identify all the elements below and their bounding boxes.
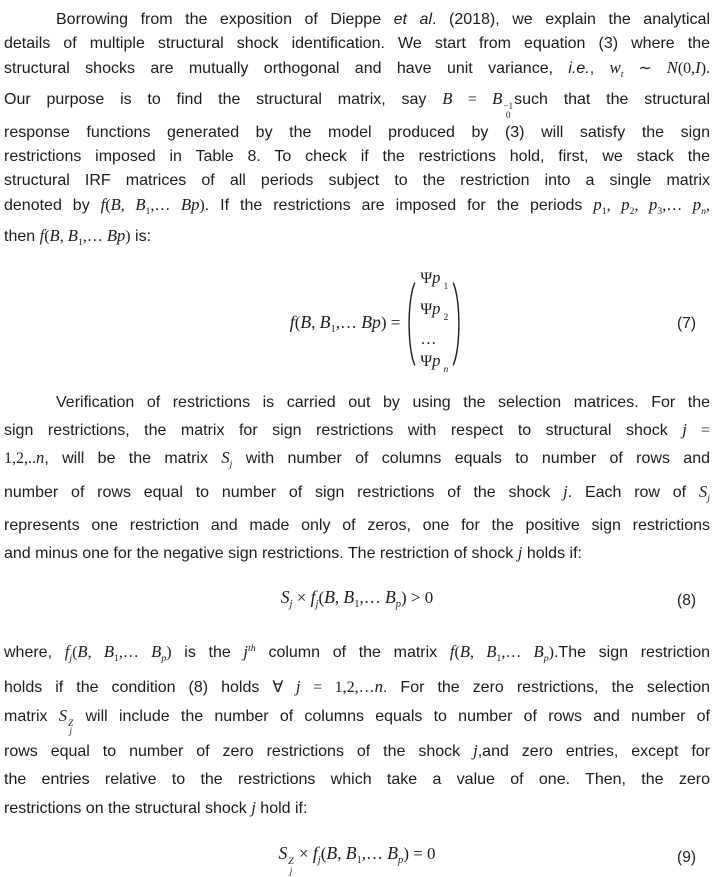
equation-9 (4, 839, 710, 876)
text-line (4, 56, 710, 87)
left-parenthesis-shape (404, 279, 417, 369)
text-run: is: (130, 227, 152, 245)
text-run: Ψ (420, 300, 433, 318)
text-run: , (311, 313, 320, 333)
text-run: N (666, 58, 678, 77)
text-run: number of rows equal to number of sign restrictions of the shock (4, 483, 564, 501)
text-run: , (634, 196, 649, 214)
text-run: B (492, 89, 503, 108)
text-run: f (39, 225, 45, 245)
text-run: ) > 0 (401, 587, 434, 607)
text-run: p (648, 194, 658, 214)
text-line (4, 389, 710, 416)
stacked-script: Z j (68, 718, 74, 738)
text-run: 2 (629, 205, 635, 217)
text-run: restrictions on the structural shock (4, 800, 252, 818)
text-run: j (682, 419, 687, 439)
text-run: sign restrictions, the matrix for sign restrictions with respect to structural shock (4, 421, 683, 439)
text-run: B (49, 225, 60, 245)
text-run: j (251, 798, 256, 818)
text-run: ,and zero entries, except for (477, 743, 711, 761)
text-run: … (420, 330, 437, 348)
text-run: . Each row of (567, 483, 699, 501)
text-run: j (315, 598, 319, 610)
text-run: .The sign restriction (553, 643, 711, 661)
text-run: 1 (145, 205, 151, 217)
text-run: where, (4, 643, 65, 661)
text-run: B (110, 194, 121, 214)
text-run: j (517, 542, 523, 562)
text-run: p (161, 652, 167, 664)
text-run: t (620, 69, 624, 80)
text-run: , (337, 844, 346, 864)
text-run: , (589, 60, 610, 77)
text-run: f (289, 312, 295, 333)
text-run: = 1,2,… (300, 678, 375, 696)
equation-8 (4, 583, 710, 619)
text-run: hold if: (255, 800, 308, 818)
text-run: p (432, 267, 441, 287)
matrix-column (417, 267, 451, 381)
text-run: ( (44, 227, 50, 245)
text-run: rows equal to number of zero restrictions of the shock (4, 743, 474, 761)
text-run: 1 (496, 652, 502, 664)
text-line (4, 673, 710, 702)
equation-8-expression (280, 586, 434, 610)
text-run: B (326, 843, 338, 864)
text-run: B (384, 586, 396, 607)
text-run: p (692, 194, 702, 214)
text-run: with number of columns equals to number of rows and (232, 449, 711, 467)
text-run: 1,2,.. (4, 449, 36, 467)
text-run: ) = 0 (403, 844, 436, 864)
text-run: f (64, 641, 70, 661)
text-run: j (243, 641, 249, 661)
text-run: (0, (677, 60, 696, 77)
text-run: Verification of restrictions is carried out by using the selection matrices. For the (56, 393, 710, 411)
paragraph-1 (4, 8, 710, 255)
text-run: n (374, 676, 383, 696)
text-line (4, 8, 710, 32)
text-run: B (459, 641, 470, 661)
text-run: , (469, 643, 487, 661)
text-run: S (58, 705, 68, 725)
text-line (4, 702, 710, 738)
text-run: ,… (361, 844, 388, 864)
text-run: S (280, 586, 290, 607)
text-run: 1 (330, 324, 336, 336)
text-run: , (334, 587, 344, 607)
paragraph-3 (4, 635, 710, 824)
text-run: is the (171, 643, 244, 661)
text-line (4, 145, 710, 169)
text-run: ( (294, 313, 301, 333)
text-run: , (606, 196, 622, 214)
text-run: B (324, 586, 335, 607)
text-run: p (543, 652, 549, 664)
text-run: Ψ (420, 269, 433, 287)
text-run: = (686, 421, 710, 439)
text-run: ∼ (623, 60, 667, 77)
text-run: B (67, 225, 78, 245)
text-run: p (398, 855, 404, 867)
text-run: f (310, 586, 316, 607)
text-run: I (695, 58, 701, 77)
text-run: 2 (443, 312, 449, 323)
text-run: restrictions imposed in Table 8. To check if the restrictions hold, first, we stack the (4, 147, 710, 165)
text-run: B (135, 194, 146, 214)
text-run: ,… (335, 313, 362, 333)
text-run: S (278, 843, 288, 864)
text-run: , (59, 227, 68, 245)
paragraph-2 (4, 389, 710, 567)
text-run: et al (393, 11, 433, 28)
equation-7-left-side (290, 312, 401, 335)
text-run: B (345, 843, 357, 864)
text-run: then (4, 227, 40, 245)
text-run: B (387, 843, 399, 864)
equation-9-number: (9) (677, 848, 696, 866)
text-line (4, 32, 710, 56)
text-run: n (701, 205, 707, 217)
text-run: , (87, 643, 104, 661)
text-run: details of multiple structural shock identification. We start from equation (3) where the (4, 35, 710, 52)
text-run: p (432, 298, 441, 318)
text-run: B (300, 312, 312, 333)
text-run: 1 (601, 205, 607, 217)
text-line (4, 416, 710, 444)
text-run: . If the restrictions are imposed for the periods (204, 196, 594, 214)
text-run: f (449, 641, 455, 661)
text-run: p (593, 194, 602, 214)
text-run: will include the number of columns equals to number of rows and number of (74, 707, 711, 725)
text-run: 1 (443, 281, 449, 292)
text-run: and minus one for the negative sign restrictions. The restriction of shock (4, 544, 518, 562)
text-line (4, 539, 710, 567)
text-run: B (442, 89, 453, 108)
stacked-script: −1 0 (503, 102, 514, 121)
text-run: B (486, 641, 497, 661)
text-run: S (698, 481, 708, 501)
text-line (4, 512, 710, 539)
text-run: 1 (354, 598, 360, 610)
equation-8-number: (8) (677, 591, 696, 609)
text-run: n (443, 364, 449, 375)
text-run: , (706, 196, 711, 214)
text-run: response functions generated by the model produced by (3) will satisfy the sign (4, 123, 710, 141)
text-run: matrix (4, 707, 59, 725)
text-run: f (100, 194, 106, 214)
text-run: . For the zero restrictions, the selection (382, 678, 711, 696)
text-run: j (69, 652, 73, 664)
text-run: Our purpose is to find the structural matrix, say (4, 91, 443, 108)
text-run: n (36, 447, 45, 467)
text-run: j (295, 676, 301, 696)
text-run: the entries relative to the restrictions which take a value of one. Then, the zero (4, 771, 710, 789)
text-run: ( (318, 587, 325, 607)
equation-9-expression (278, 843, 436, 877)
matrix-row (420, 298, 448, 329)
text-run: . (2018), we explain the analytical (432, 11, 710, 28)
right-parenthesis-shape (451, 279, 464, 369)
text-run: holds if the condition (8) holds (4, 678, 273, 696)
text-line (4, 635, 710, 673)
text-run: column of the matrix (255, 643, 450, 661)
text-run: ∀ (272, 678, 296, 696)
text-run: f (312, 843, 318, 864)
text-run: j (317, 855, 321, 867)
text-run: p (621, 194, 630, 214)
matrix-row (420, 350, 448, 381)
text-line (4, 87, 710, 121)
text-run: ) (166, 643, 172, 661)
text-run: ) (199, 196, 205, 214)
text-run: Ψ (420, 352, 433, 370)
equation-7 (4, 267, 710, 381)
text-run: = (452, 91, 493, 108)
text-run: 1 (356, 855, 362, 867)
text-run: i.e. (568, 60, 590, 77)
text-line (4, 121, 710, 145)
matrix-row (420, 267, 448, 298)
text-run: j (563, 481, 568, 501)
text-line (4, 766, 710, 794)
text-run: w (609, 58, 621, 77)
text-run: holds if: (522, 544, 582, 562)
text-run: represents one restriction and made only of zeros, one for the positive sign restrictions (4, 516, 710, 534)
text-run: ,… (359, 587, 385, 607)
text-run: ) = (380, 313, 401, 333)
text-run: Bp (180, 194, 200, 214)
text-run: structural shocks are mutually orthogonal and have unit variance, (4, 60, 569, 77)
text-run: 3 (657, 205, 663, 217)
text-run: B (343, 586, 355, 607)
equation-7-number: (7) (677, 314, 696, 332)
text-run: ,… (118, 643, 152, 661)
text-line (4, 794, 710, 823)
text-run: j (707, 492, 710, 504)
text-line (4, 737, 710, 766)
text-run: × (292, 587, 311, 607)
text-run: p (395, 598, 402, 610)
text-run: 1 (113, 652, 119, 664)
text-run: th (248, 642, 256, 654)
text-run: B (319, 312, 331, 333)
text-run: ) (125, 227, 131, 245)
text-run: j (229, 458, 233, 470)
text-run: × (294, 844, 313, 864)
text-run: p (432, 350, 441, 370)
text-run: ,… (82, 227, 107, 245)
text-run: ,… (150, 196, 181, 214)
text-line (4, 444, 710, 478)
text-run: B (151, 641, 162, 661)
text-run: ). (700, 60, 711, 77)
stacked-script: Z j (288, 856, 294, 877)
text-run: , will be the matrix (44, 449, 222, 467)
text-run: j (289, 598, 293, 610)
text-run: B (77, 641, 88, 661)
text-line (4, 224, 710, 255)
text-run: B (103, 641, 114, 661)
text-run: Bp (361, 312, 381, 333)
column-matrix (404, 267, 464, 381)
text-run: ( (320, 844, 327, 864)
text-run: ,… (501, 643, 534, 661)
text-run: denoted by (4, 196, 101, 214)
text-run: S (221, 447, 230, 467)
text-run: ( (454, 643, 460, 661)
text-run: Borrowing from the exposition of Dieppe (56, 11, 394, 28)
text-line (4, 478, 710, 512)
text-run: Bp (106, 225, 126, 245)
text-run: structural IRF matrices of all periods subject to the restriction into a single matrix (4, 171, 710, 189)
text-line (4, 193, 710, 224)
text-run: such that the structural (514, 91, 710, 108)
text-run: , (120, 196, 136, 214)
text-run: ) (548, 643, 554, 661)
matrix-row (420, 329, 436, 350)
text-run: j (473, 741, 478, 761)
text-run: ( (105, 196, 111, 214)
text-run: B (533, 641, 544, 661)
equation-7-expression (290, 267, 464, 381)
text-run: ( (72, 643, 78, 661)
text-run: ,… (662, 196, 693, 214)
text-run: 1 (77, 236, 83, 248)
text-line (4, 169, 710, 193)
